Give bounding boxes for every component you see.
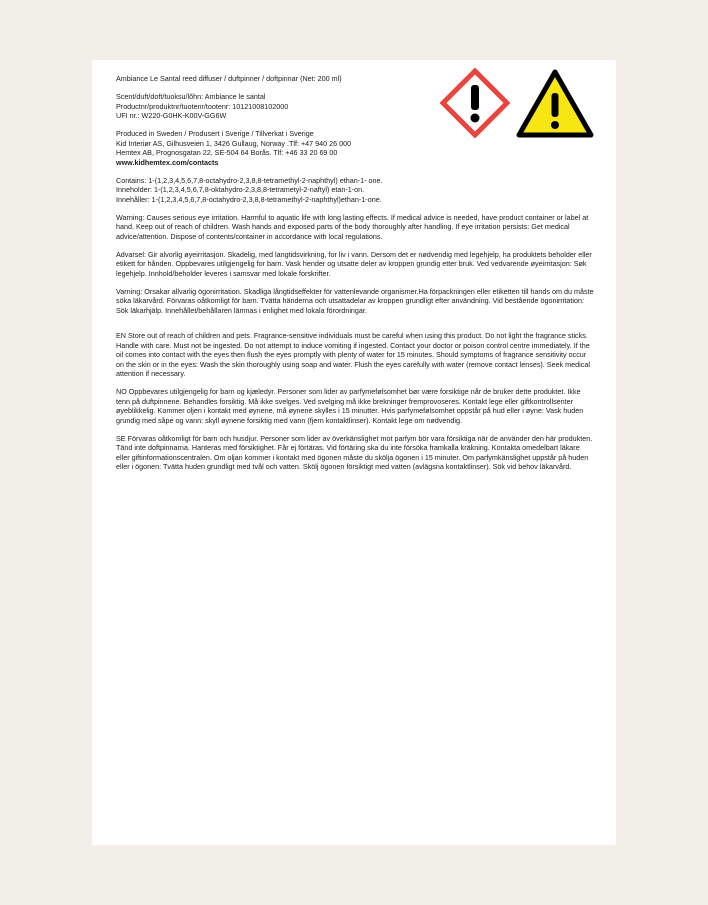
kid-interior-address: Kid Interiør AS, Gilhusveien 1, 3426 Gullaug, Norway .Tlf: +47 940 26 000 [116,138,352,148]
contains-se: Innehåller: 1-(1,2,3,4,5,6,7,8-octahydro-2,3,8,8-tetramethyl-2-naphthyl)ethan-1-one. [116,194,382,204]
safety-en: EN Store out of reach of children and pets. Fragrance-sensitive individuals must be careful when using this product. Do not light the fragrance sticks. Handle with care. Must not be ingested. Do not attempt to induce vomiting if ingested. Contact your doctor or poison control centre immediately. If the oil comes into contact with the eyes then flush the eyes promptly with plenty of water for 15 minutes. Should symptoms of fragrance sensitivity occur on the skin or in the eyes: Wash the skin thoroughly using soap and water. Flush the eyes carefully with water (remove contact lenses). Seek medical attention if necessary. [116,331,590,378]
warning-en: Warning: Causes serious eye irritation. Harmful to aquatic life with long lasting effects. If medical advice is needed, have product container or label at hand. Keep out of reach of children. Wash hands and exposed parts of the body thoroughly after handling. If eye irritation persists: Get medical advice/attention. Dispose of contents/container in accordance with local regulations. [116,212,589,241]
warning-no: Advarsel: Gir alvorlig øyeirritasjon. Skadelig, med langtidsvirkning, for liv i vann. Dersom det er nødvendig med legehjelp, ha produktets beholder eller etikett for hånden. Oppbevares utilgjengelig for barn. Vask hender og utsatte deler av kroppen grundig etter bruk. Ved vedvarende øyeirritasjon: Søk legehjelp. Innhold/beholder leveres i samsvar med lokale forskrifter. [116,249,592,278]
safety-no-block [116,387,594,425]
product-number-line: Productnr/produktnr/tuotenr/tootenr: 10121008102000 [116,101,289,111]
warning-en-block [116,213,594,242]
label-document-page [92,60,616,845]
safety-se-block [116,434,594,472]
warning-triangle-icon [516,68,594,138]
warning-se-block [116,287,594,316]
warning-no-block [116,250,594,279]
safety-se: SE Förvaras oåtkomligt för barn och husdjur. Personer som lider av överkänslighet mot parfym bör vara försiktiga när de använder den här produkten. Tänd inte doftpinnarna. Hanteras med försiktighet. Får ej förtäras. Vid förtäring ska du inte försöka framkalla kräkning. Kontakta omedelbart läkare eller giftinformationscentralen. Om oljan kommer i kontakt med ögonen måste du skölja ögonen i 15 minuter. Om parfymkänslighet uppstår på huden eller i ögonen: Tvätta huden grundligt med tvål och vatten. Skölj ögonen försiktigt med vatten (avlägsna kontaktlinser). Sök vid behov läkarvård. [116,433,593,471]
contains-block [116,176,594,205]
product-title: Ambiance Le Santal reed diffuser / duftpinner / doftpinnar (Net: 200 ml) [116,74,342,83]
ufi-line: UFI nr.: W220-G0HK-K00V-GG6W [116,111,227,120]
website-link[interactable]: www.kidhemtex.com/contacts [116,157,219,167]
produced-in-line: Produced in Sweden / Produsert i Sverige / Tillverkat i Sverige [116,129,314,138]
hemtex-address: Hemtex AB, Prognosgatan 22, SE-504 64 Borås. Tlf: +46 33 20 69 00 [116,148,338,157]
scent-line: Scent/duft/doft/tuoksu/lõhn: Ambiance le santal [116,92,266,101]
safety-no: NO Oppbevares utilgjengelig for barn og kjæledyr. Personer som lider av parfymefølsomhet bør være forsiktige når de bruker dette produktet. Ikke tenn på duftpinnene. Behandles forsiktig. Må ikke svelges. Ved svelging må ikke brekninger fremprovoseres. Kontakt lege eller giftkontrollsenter øyeblikkelig. Kommer oljen i kontakt med øynene, må øynene skylles i 15 minutter. Hvis parfymefølsomhet oppstår på hud eller i øyne: Vask huden grundig med såpe og vann: skyll øynene forsiktig med vann (fjern kontaktlinser). Kontakt lege om nødvendig. [116,387,584,425]
contains-en: Contains: 1-(1,2,3,4,5,6,7,8-octahydro-2,3,8,8-tetramethyl-2-naphthyl) ethan-1- one. [116,175,383,185]
ghs-exclamation-icon [440,68,510,138]
warning-se: Varning: Orsakar allvarlig ögonirritation. Skadliga långtidseffekter för vattenlevande organismer.Ha förpackningen eller etiketten till hands om du måste söka läkarvård. Förvaras oåtkomligt för barn. Tvätta händerna och utsattadelar av kroppen grundligt efter användning. Vid bestående ögonirritation: Sök läkarhjälp. Innehållet/behållaren lämnas i enlighet med lokala förordningar. [116,286,594,315]
safety-en-block [116,331,594,379]
hazard-pictograms [440,68,620,140]
contains-no: Inneholder: 1-(1,2,3,4,5,6,7,8-oktahydro-2,3,8,8-tetrametyl-2-naftyl) etan-1-on. [116,185,365,194]
